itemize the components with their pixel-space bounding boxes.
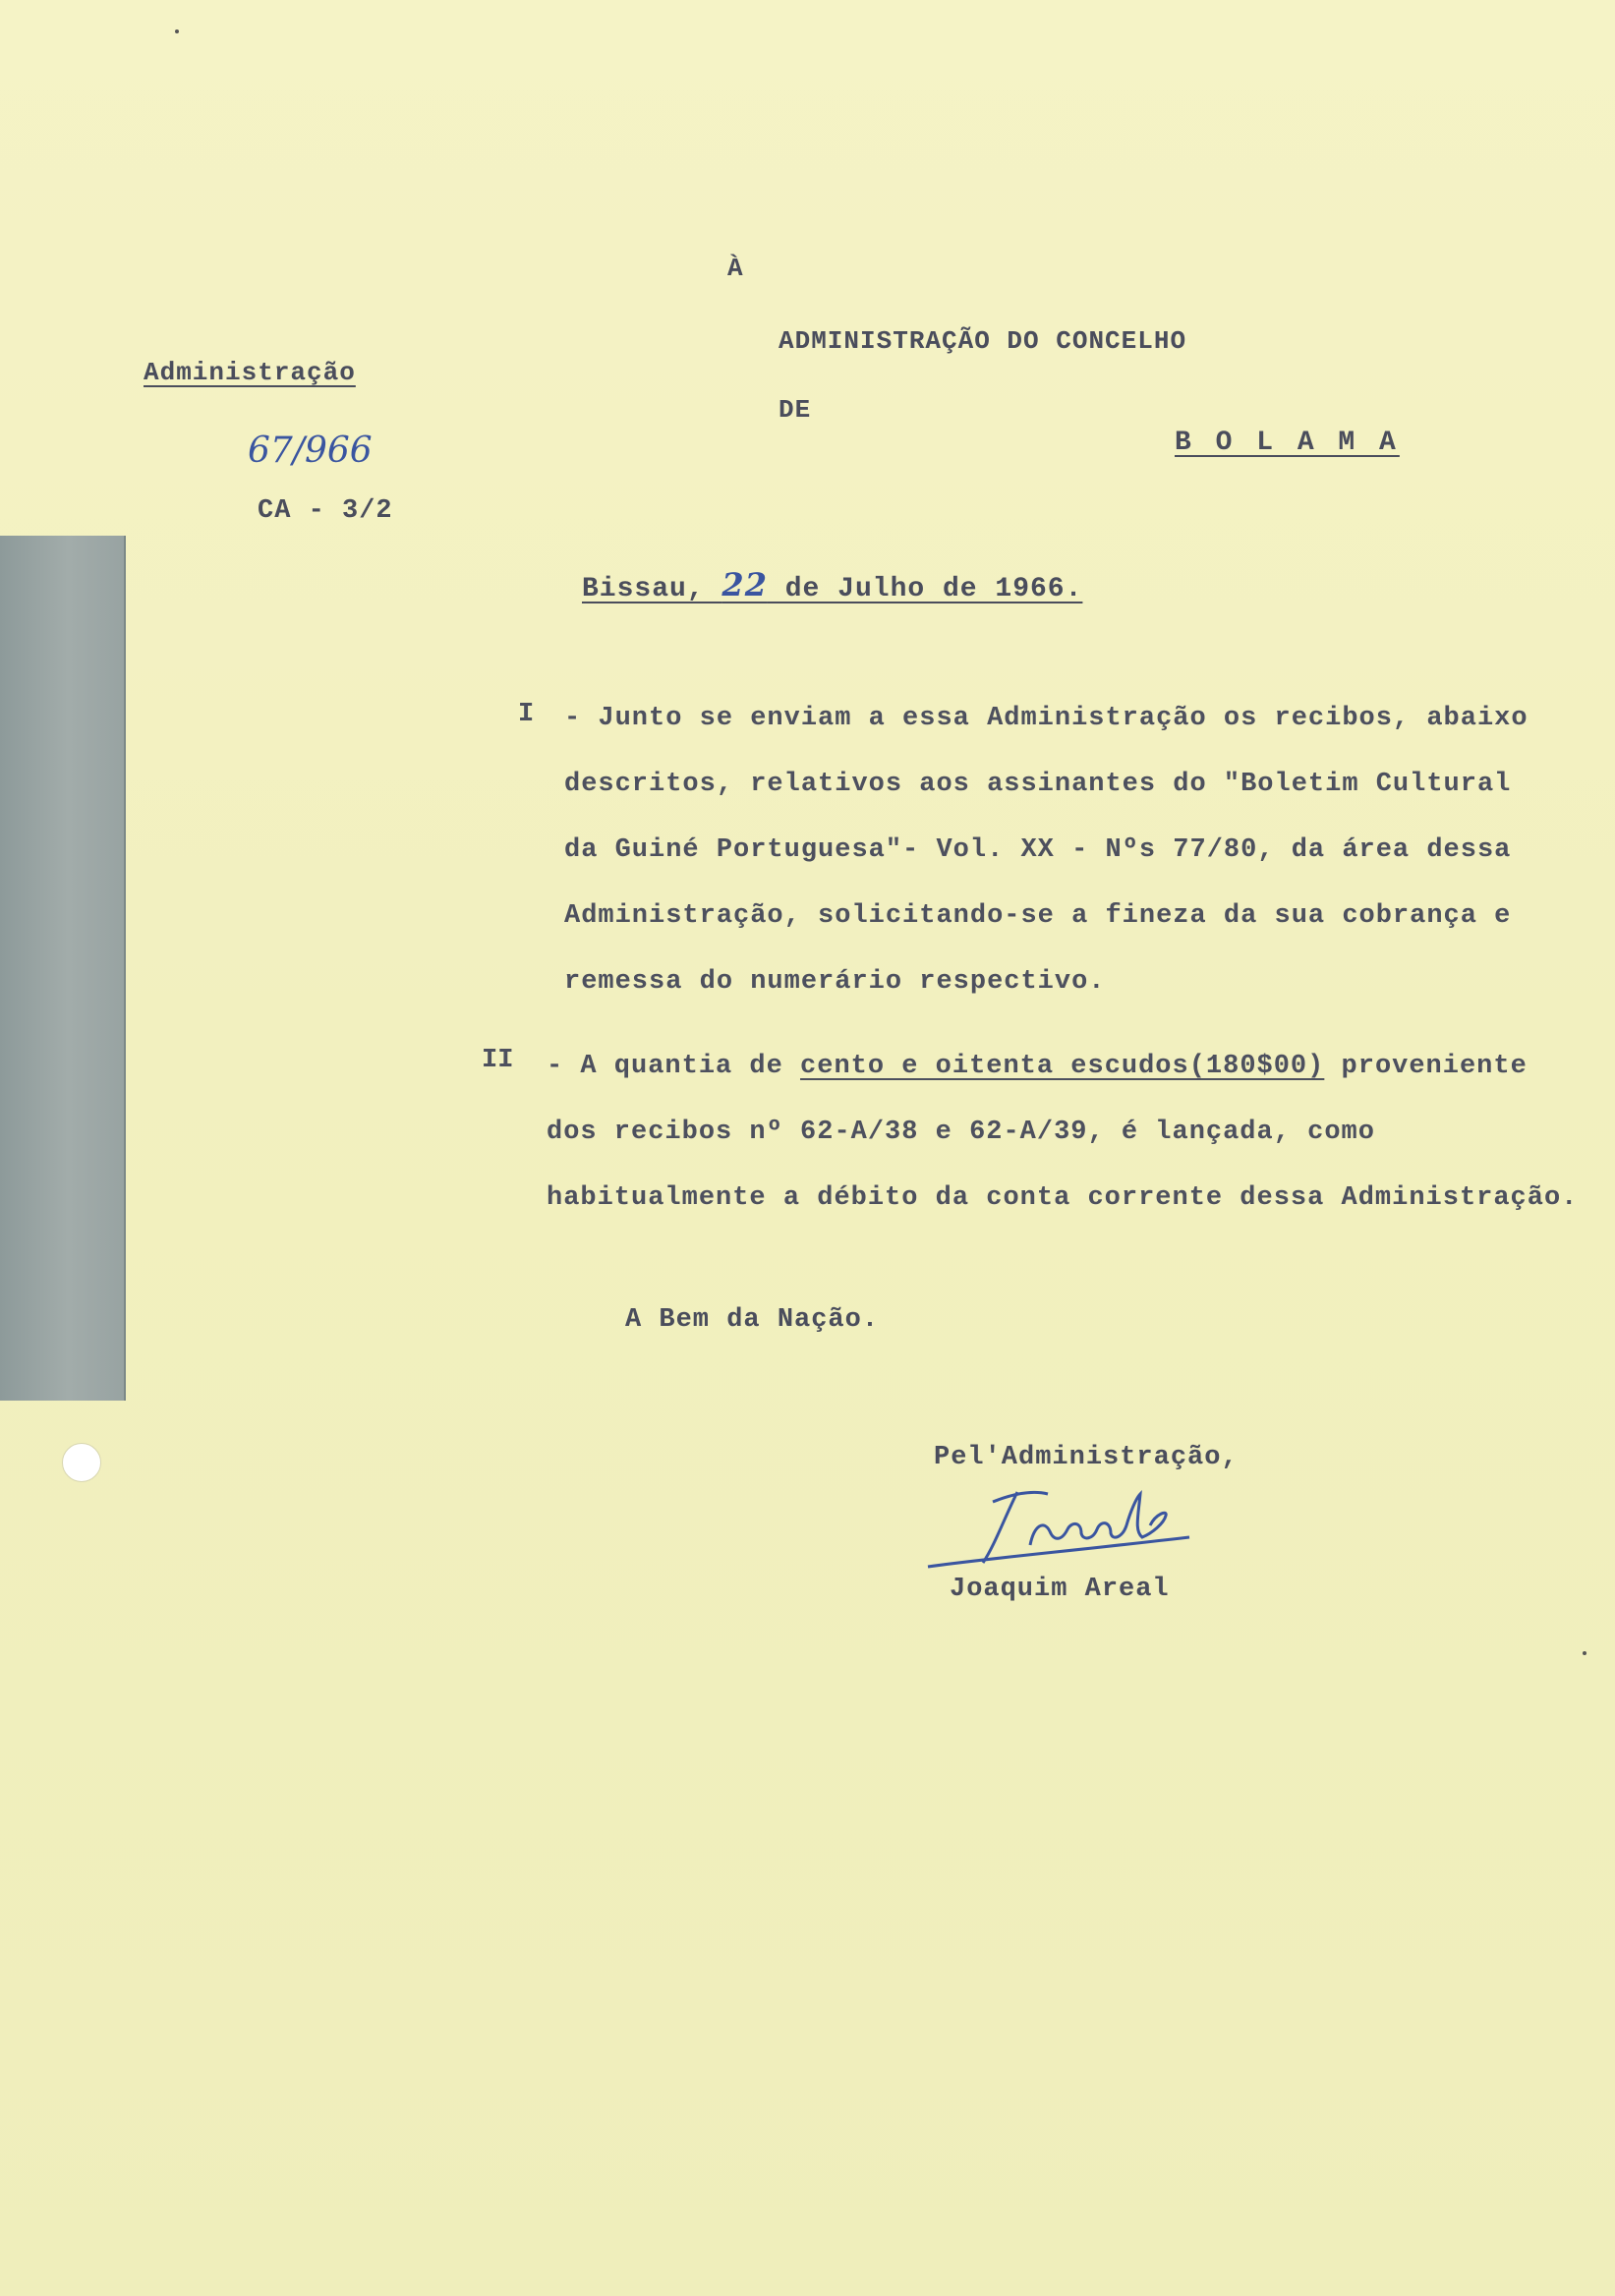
date-suffix: de Julho de 1966.	[767, 574, 1083, 604]
punch-hole	[62, 1443, 101, 1482]
sender-label: Administração	[144, 358, 356, 387]
paragraph-2-prefix: - A quantia de	[547, 1052, 801, 1081]
addressee-place: B O L A M A	[1175, 428, 1400, 458]
signer-name: Joaquim Areal	[950, 1575, 1170, 1604]
paragraph-2-amount: cento e oitenta escudos(180$00)	[800, 1052, 1325, 1081]
paragraph-2	[547, 1034, 1579, 1232]
paragraph-1-marker: I	[518, 700, 535, 729]
signoff: Pel'Administração,	[934, 1443, 1239, 1472]
paragraph-2-rest: proveniente dos recibos nº 62-A/38 e 62-A/39, é lançada, como habitualmente a débito da conta corrente dessa Administração.	[547, 1052, 1579, 1213]
paragraph-1: - Junto se enviam a essa Administração os recibos, abaixo descritos, relativos aos assinantes do "Boletim Cultural da Guiné Portuguesa"- Vol. XX - Nºs 77/80, da área dessa Administração, solicitando-se a fineza da sua cobrança e remessa do numerário respectivo.	[564, 704, 1528, 997]
signature-icon	[924, 1476, 1209, 1584]
closing: A Bem da Nação.	[625, 1305, 880, 1335]
reference-code: CA - 3/2	[258, 496, 393, 526]
paragraph-2-marker: II	[482, 1046, 514, 1075]
paper-speck	[175, 29, 179, 33]
date-prefix: Bissau,	[582, 574, 722, 604]
paper-speck	[1583, 1651, 1586, 1655]
date-day: 22	[721, 566, 768, 603]
date-line	[582, 566, 1082, 604]
addressee-line-1: ADMINISTRAÇÃO DO CONCELHO	[779, 326, 1187, 356]
folder-tab	[0, 536, 126, 1401]
reference-number: 67/966	[248, 430, 373, 471]
salutation: À	[727, 254, 744, 283]
addressee-line-2: DE	[779, 395, 812, 425]
